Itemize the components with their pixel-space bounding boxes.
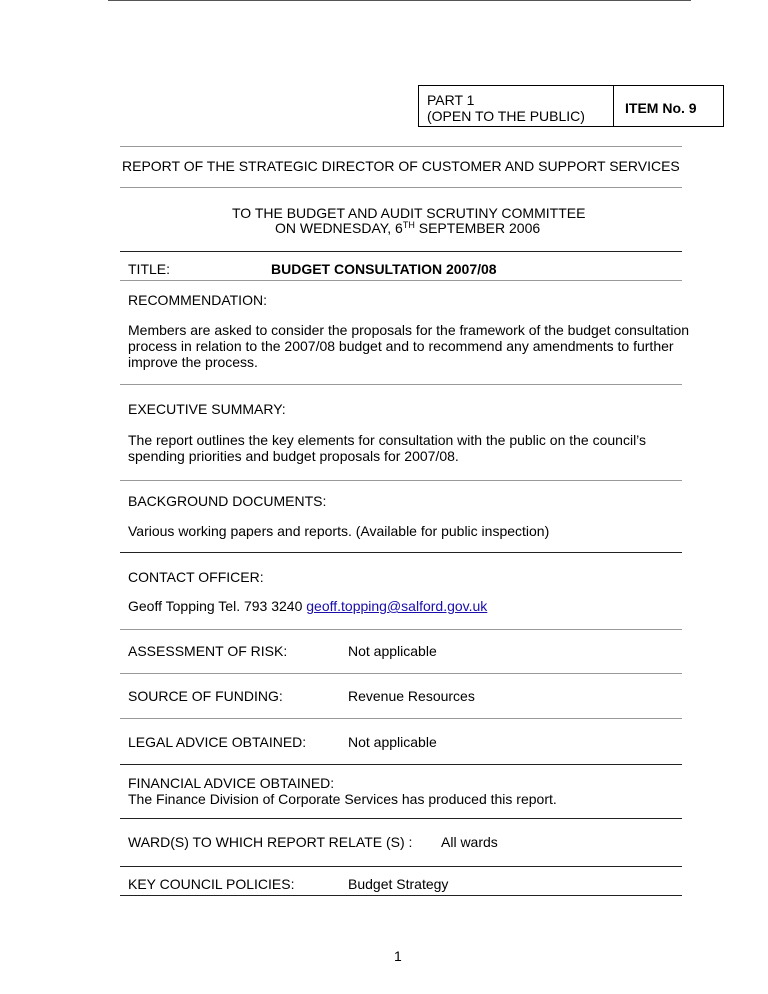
policies-value: Budget Strategy: [348, 876, 449, 892]
item-number: ITEM No. 9: [625, 100, 697, 116]
rule: [120, 673, 682, 674]
rule: [120, 480, 682, 481]
contact-heading: CONTACT OFFICER:: [128, 569, 264, 585]
wards-label: WARD(S) TO WHICH REPORT RELATE (S) :: [128, 834, 413, 850]
financial-text: The Finance Division of Corporate Services has produced this report.: [128, 791, 557, 807]
rule: [120, 764, 682, 765]
part-sublabel: (OPEN TO THE PUBLIC): [427, 108, 585, 124]
background-heading: BACKGROUND DOCUMENTS:: [128, 493, 327, 509]
rule: [120, 384, 682, 385]
legal-value: Not applicable: [348, 734, 437, 750]
rule: [120, 251, 682, 252]
financial-heading: FINANCIAL ADVICE OBTAINED:: [128, 775, 335, 791]
rule: [120, 552, 682, 553]
recommendation-text: process in relation to the 2007/08 budget and to recommend any amendments to further: [128, 338, 674, 354]
title-value: BUDGET CONSULTATION 2007/08: [271, 261, 497, 277]
rule: [120, 818, 682, 819]
wards-value: All wards: [441, 834, 498, 850]
report-of: REPORT OF THE STRATEGIC DIRECTOR OF CUSTOMER AND SUPPORT SERVICES: [122, 158, 680, 174]
risk-value: Not applicable: [348, 643, 437, 659]
committee-line1: TO THE BUDGET AND AUDIT SCRUTINY COMMITTEE: [232, 205, 586, 221]
committee-line2: [275, 220, 540, 236]
part-label: PART 1: [427, 92, 475, 108]
contact-email-link[interactable]: geoff.topping@salford.gov.uk: [306, 598, 488, 614]
funding-value: Revenue Resources: [348, 688, 475, 704]
legal-label: LEGAL ADVICE OBTAINED:: [128, 734, 307, 750]
recommendation-heading: RECOMMENDATION:: [128, 292, 267, 308]
contact-name-tel: Geoff Topping Tel. 793 3240: [128, 598, 307, 614]
top-rule: [108, 0, 691, 1]
rule: [120, 895, 682, 896]
executive-summary-text: The report outlines the key elements for consultation with the public on the council’s: [128, 432, 647, 448]
rule: [120, 629, 682, 630]
contact-text: [128, 598, 487, 614]
committee-date-sup: TH: [402, 220, 415, 230]
committee-date-post: SEPTEMBER 2006: [414, 220, 541, 236]
page-number: 1: [394, 948, 402, 964]
executive-summary-text: spending priorities and budget proposals for 2007/08.: [128, 448, 459, 464]
rule: [120, 866, 682, 867]
rule: [120, 280, 682, 281]
title-label: TITLE:: [128, 261, 171, 277]
rule: [120, 146, 682, 147]
funding-label: SOURCE OF FUNDING:: [128, 688, 283, 704]
risk-label: ASSESSMENT OF RISK:: [128, 643, 288, 659]
rule: [120, 187, 682, 188]
background-text: Various working papers and reports. (Available for public inspection): [128, 523, 550, 539]
policies-label: KEY COUNCIL POLICIES:: [128, 876, 295, 892]
committee-date-pre: ON WEDNESDAY, 6: [275, 220, 403, 236]
recommendation-text: Members are asked to consider the proposals for the framework of the budget consultation: [128, 322, 690, 338]
executive-summary-heading: EXECUTIVE SUMMARY:: [128, 401, 286, 417]
rule: [120, 718, 682, 719]
recommendation-text: improve the process.: [128, 354, 258, 370]
